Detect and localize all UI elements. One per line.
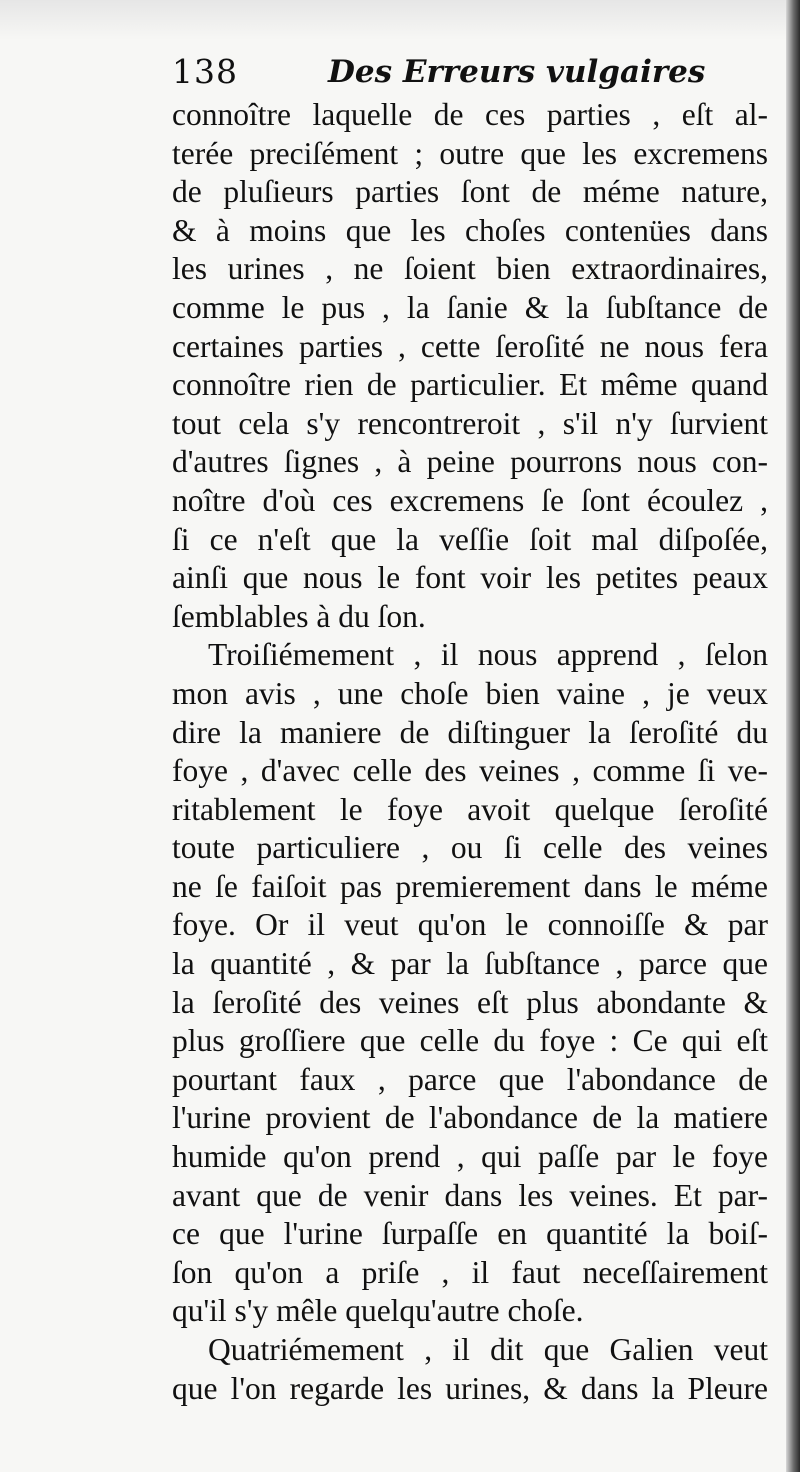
- text-line: de pluſieurs parties ſont de méme nature,: [172, 174, 768, 210]
- page-number: 138: [172, 52, 238, 91]
- text-line: pourtant faux , parce que l'abondance de: [172, 1061, 768, 1097]
- text-line: ſi ce n'eſt que la veſſie ſoit mal diſpoſée,: [172, 521, 768, 557]
- text-line: ce que l'urine ſurpaſſe en quantité la boiſ-: [172, 1216, 768, 1252]
- text-line: & à moins que les choſes contenües dans: [172, 212, 768, 248]
- text-line: l'urine provient de l'abondance de la matiere: [172, 1100, 768, 1136]
- text-line: noître d'où ces excremens ſe ſont écoulez ,: [172, 482, 768, 518]
- text-line: ainſi que nous le font voir les petites peaux: [172, 560, 768, 596]
- text-line: mon avis , une choſe bien vaine , je veux: [172, 675, 768, 711]
- text-line: ſemblables à du ſon.: [172, 598, 426, 634]
- text-line: comme le pus , la ſanie & la ſubſtance de: [172, 289, 768, 325]
- text-line: avant que de venir dans les veines. Et par-: [172, 1177, 768, 1213]
- text-line: foye. Or il veut qu'on le connoiſſe & par: [172, 907, 768, 943]
- running-title: Des Erreurs vulgaires: [328, 54, 706, 90]
- text-line: plus groſſiere que celle du foye : Ce qui eſt: [172, 1023, 768, 1059]
- text-line: les urines , ne ſoient bien extraordinaires,: [172, 251, 768, 287]
- scan-shadow-top: [0, 0, 800, 40]
- text-line: tout cela s'y rencontreroit , s'il n'y ſurvient: [172, 405, 768, 441]
- scan-edge-right: [786, 0, 800, 1472]
- body-text: [172, 96, 768, 1408]
- text-line: toute particuliere , ou ſi celle des veines: [172, 830, 768, 866]
- text-line: humide qu'on prend , qui paſſe par le foye: [172, 1139, 768, 1175]
- text-line: la ſeroſité des veines eſt plus abondante &: [172, 984, 768, 1020]
- text-line: foye , d'avec celle des veines , comme ſi ve-: [172, 753, 768, 789]
- text-line: qu'il s'y mêle quelqu'autre choſe.: [172, 1293, 584, 1329]
- text-line: que l'on regarde les urines, & dans la Pleure: [172, 1370, 768, 1406]
- text-line: ne ſe faiſoit pas premierement dans le méme: [172, 868, 768, 904]
- text-line: Quatriémement , il dit que Galien veut: [208, 1332, 768, 1367]
- page-header: [172, 52, 772, 98]
- text-line: connoître rien de particulier. Et même quand: [172, 367, 768, 403]
- text-line: ſon qu'on a priſe , il faut neceſſairement: [172, 1254, 768, 1290]
- text-line: Troiſiémement , il nous apprend , ſelon: [208, 637, 768, 673]
- text-line: la quantité , & par la ſubſtance , parce que: [172, 946, 768, 982]
- text-line: ritablement le foye avoit quelque ſeroſité: [172, 791, 768, 827]
- text-line: dire la maniere de diſtinguer la ſeroſité du: [172, 714, 768, 750]
- text-line: terée preciſément ; outre que les excremens: [172, 135, 768, 171]
- text-line: certaines parties , cette ſeroſité ne nous fera: [172, 328, 768, 364]
- text-line: connoître laquelle de ces parties , eſt al-: [172, 97, 768, 132]
- text-line: d'autres ſignes , à peine pourrons nous con-: [172, 444, 768, 480]
